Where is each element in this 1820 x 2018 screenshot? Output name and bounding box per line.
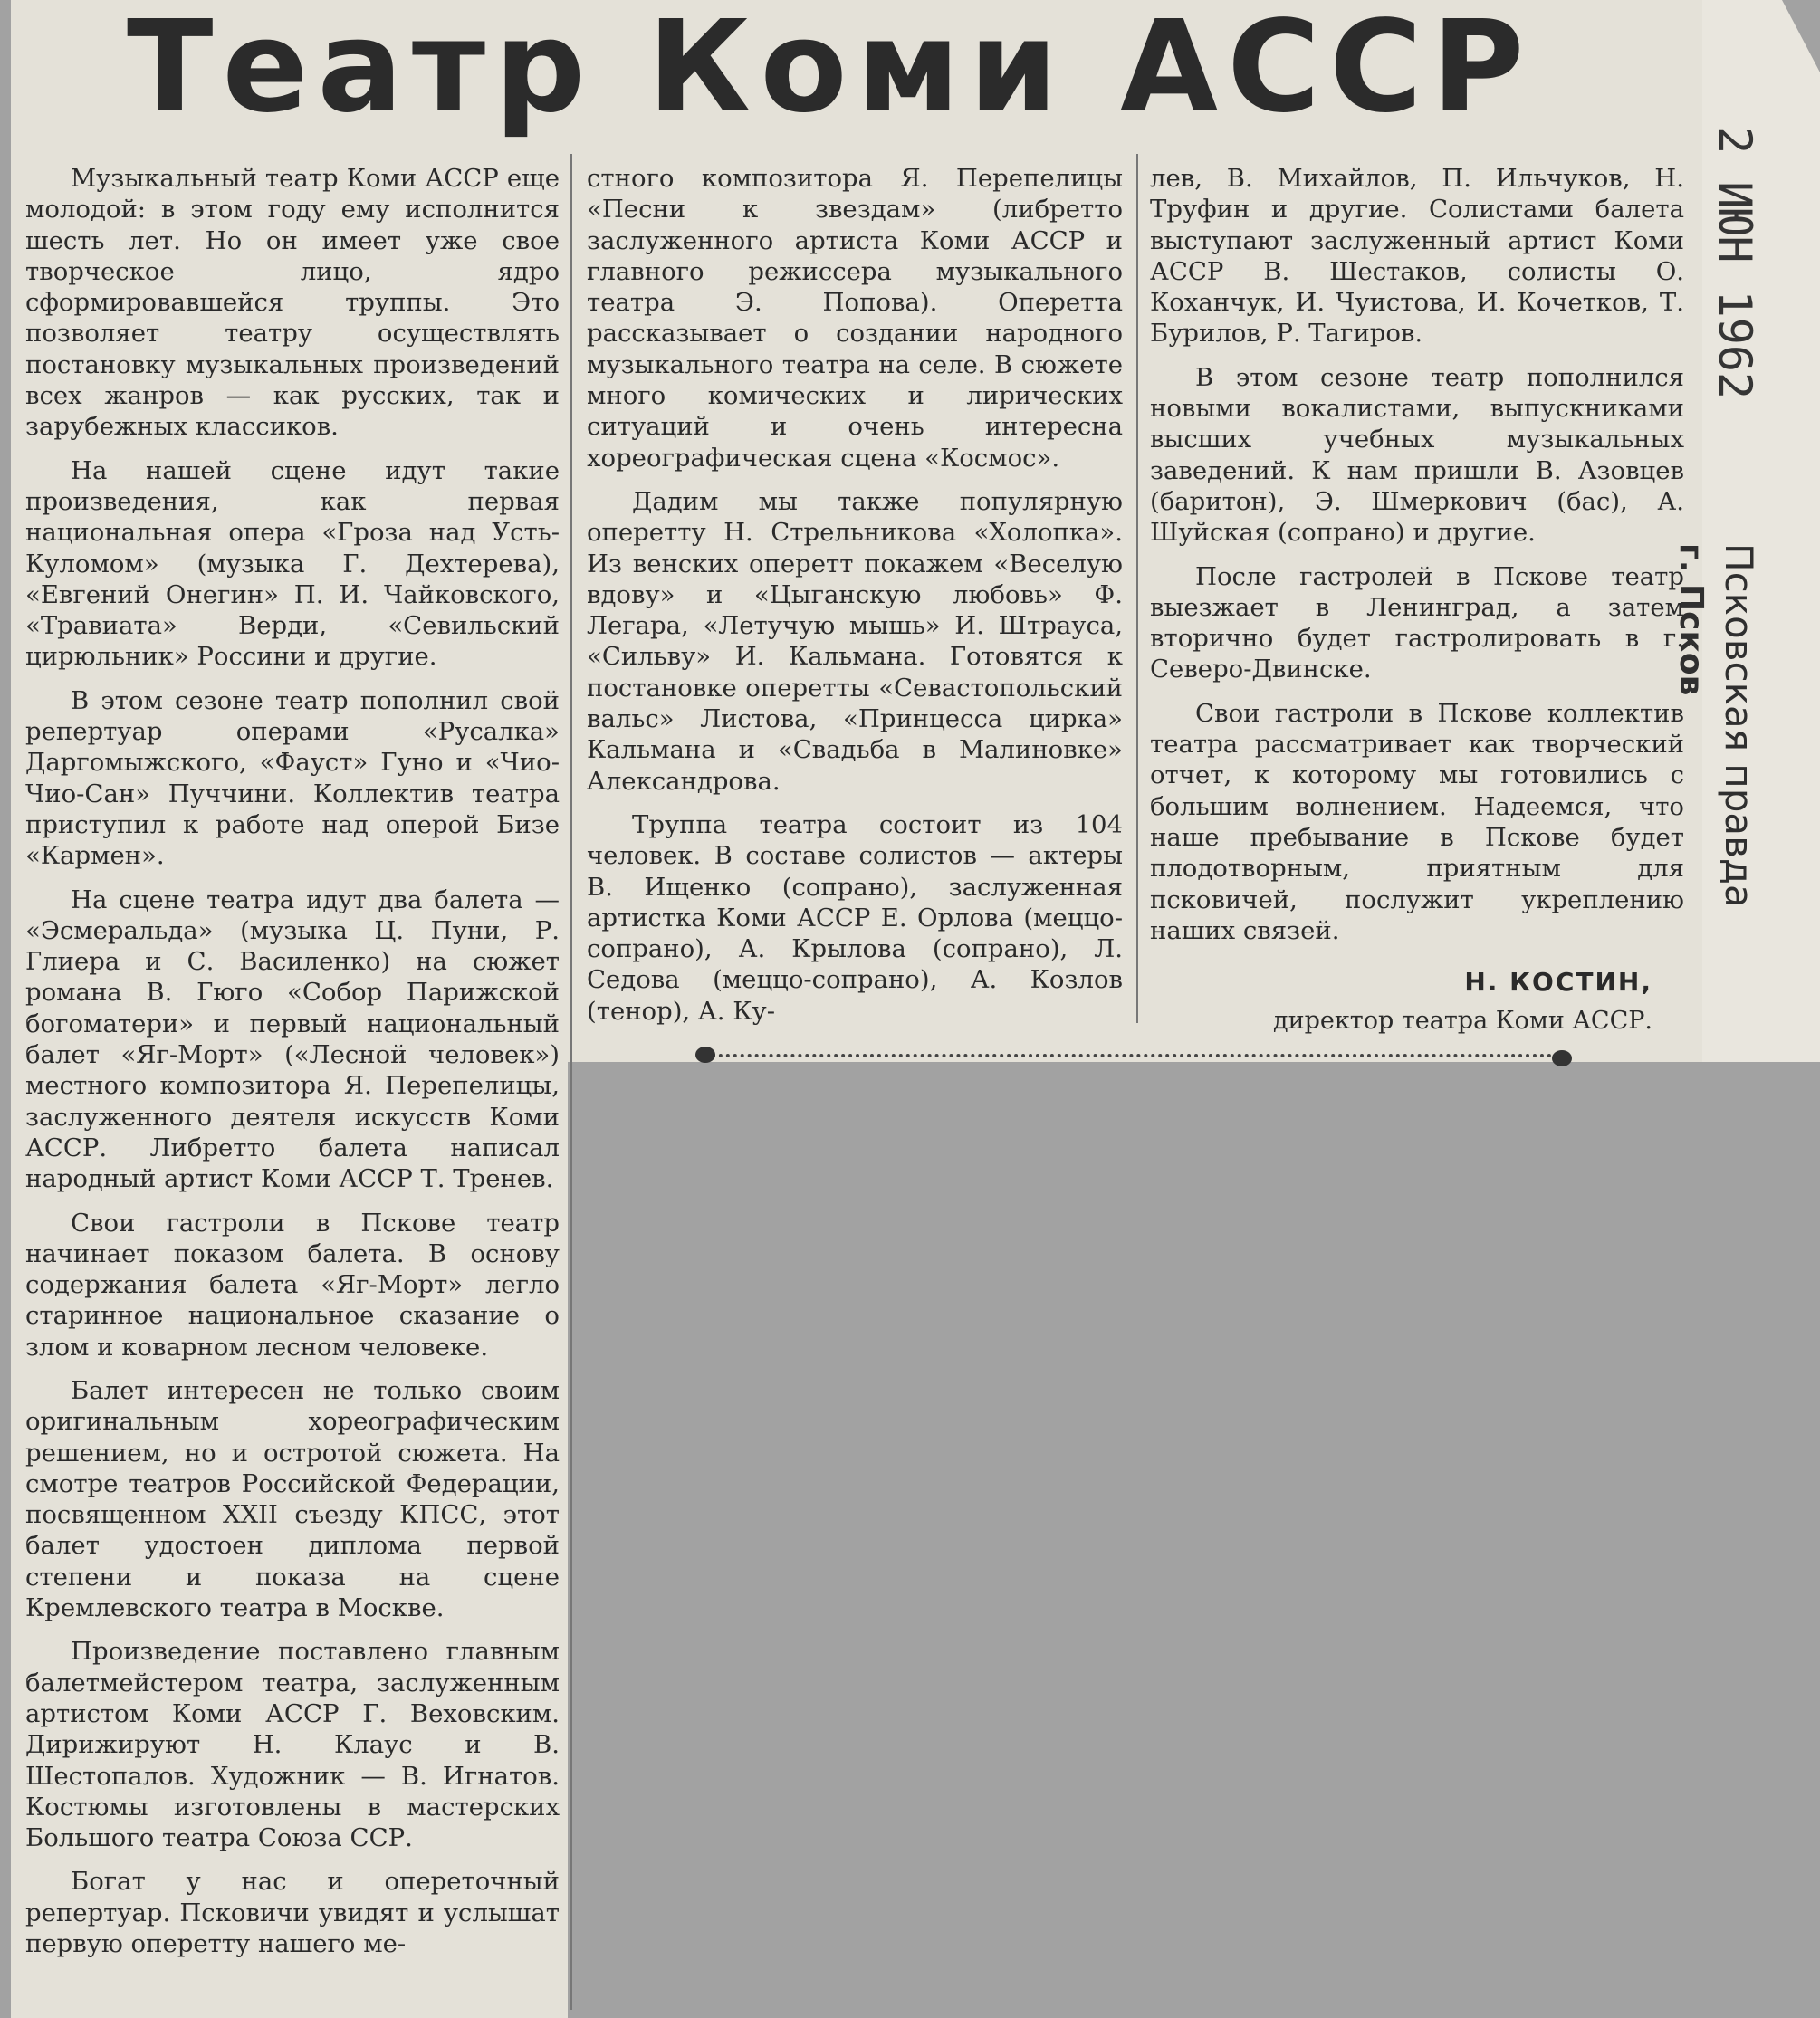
article-column-3 (1150, 163, 1684, 959)
paragraph: После гастролей в Пскове театр выезжает в Ленинград, а затем вторично будет гастролировать в г. Северо-Двинске. (1150, 561, 1684, 684)
article-column-1 (25, 163, 560, 1972)
article-column-2 (587, 163, 1123, 1039)
signature-role: директор театра Коми АССР. (1273, 1007, 1652, 1035)
date-stamp: 2 ИЮН 1962 (1709, 127, 1761, 400)
article-headline: Театр Коми АССР (127, 0, 1534, 141)
paragraph: лев, В. Михайлов, П. Ильчуков, Н. Труфин и другие. Солистами балета выступают заслуженный артист Коми АССР В. Шестаков, солисты О. Коханчук, И. Чуистова, И. Кочетков, Т. Бурилов, Р. Тагиров. (1150, 164, 1684, 349)
paragraph: стного композитора Я. Перепелицы «Песни к звездам» (либретто заслуженного артиста Коми АССР и главного режиссера музыкального театра Э. Попова). Оперетта рассказывает о создании народного музыкального театра на селе. В сюжете много комических и лирических ситуаций и очень интересна хореографическая сцена «Космос». (587, 164, 1123, 473)
paragraph: В этом сезоне театр пополнил свой репертуар операми «Русалка» Даргомыжского, «Фауст» Гуно и «Чио-Чио-Сан» Пуччини. Коллектив театра приступил к работе над оперой Бизе «Кармен». (25, 685, 560, 871)
paragraph: На сцене театра идут два балета — «Эсмеральда» (музыка Ц. Пуни, Р. Глиера и С. Василенко) на сюжет романа В. Гюго «Собор Парижской богоматери» и первый национальный балет «Яг-Морт» («Лесной человек») местного композитора Я. Перепелицы, заслуженного деятеля искусств Коми АССР. Либретто балета написал народный артист Коми АССР Т. Тренев. (25, 885, 560, 1194)
signature-name: Н. КОСТИН, (1464, 967, 1652, 997)
paragraph: Труппа театра состоит из 104 человек. В составе солистов — актеры В. Ищенко (сопрано), заслуженная артистка Коми АССР Е. Орлова (меццо-сопрано), А. Крылова (сопрано), Л. Седова (меццо-сопрано), А. Козлов (тенор), А. Ку- (587, 809, 1123, 1026)
source-note (1672, 543, 1761, 908)
column-rule (570, 154, 572, 2010)
column-rule (1136, 154, 1138, 1023)
paragraph: В этом сезоне театр пополнился новыми вокалистами, выпускниками высших учебных музыкальных заведений. К нам пришли В. Азовцев (баритон), Э. Шмеркович (бас), А. Шуйская (сопрано) и другие. (1150, 362, 1684, 548)
paragraph: Богат у нас и опереточный репертуар. Псковичи увидят и услышат первую оперетту нашего ме- (25, 1867, 560, 1959)
article-end-rule (697, 1054, 1566, 1057)
ink-dot (695, 1047, 715, 1063)
paragraph: Свои гастроли в Пскове театр начинает показом балета. В основу содержания балета «Яг-Морт» легло старинное национальное сказание о злом и коварном лесном человеке. (25, 1208, 560, 1362)
paragraph: Балет интересен не только своим оригинальным хореографическим решением, но и остротой сюжета. На смотре театров Российской Федерации, посвященном XXII съезду КПСС, этот балет удостоен диплома первой степени и показа на сцене Кремлевского театра в Москве. (25, 1375, 560, 1623)
paragraph: Произведение поставлено главным балетмейстером театра, заслуженным артистом Коми АССР Г. Веховским. Дирижируют Н. Клаус и В. Шестопалов. Художник — В. Игнатов. Костюмы изготовлены в мастерских Большого театра Союза ССР. (25, 1637, 560, 1853)
source-city: г. Псков (1672, 543, 1710, 696)
ink-dot (1552, 1050, 1572, 1066)
paragraph: Музыкальный театр Коми АССР еще молодой: в этом году ему исполнится шесть лет. Но он имеет уже свое творческое лицо, ядро сформировавшейся труппы. Это позволяет театру осуществлять постановку музыкальных произведений всех жанров — как русских, так и зарубежных классиков. (25, 164, 560, 442)
paragraph: Свои гастроли в Пскове коллектив театра рассматривает как творческий отчет, к которому мы готовились с большим волнением. Надеемся, что наше пребывание в Пскове будет плодотворным, приятным для псковичей, послужит укреплению наших связей. (1150, 698, 1684, 945)
source-name: Псковская правда (1717, 543, 1761, 908)
paragraph: Дадим мы также популярную оперетту Н. Стрельникова «Холопка». Из венских оперетт покажем «Веселую вдову» и «Цыганскую любовь» Ф. Легара, «Летучую мышь» И. Штрауса, «Сильву» И. Кальмана. Готовятся к постановке оперетты «Севастопольский вальс» Листова, «Принцесса цирка» Кальмана и «Свадьба в Малиновке» Александрова. (587, 486, 1123, 796)
paragraph: На нашей сцене идут такие произведения, как первая национальная опера «Гроза над Усть-Куломом» (музыка Г. Дехтерева), «Евгений Онегин» П. И. Чайковского, «Травиата» Верди, «Севильский цирюльник» Россини и другие. (25, 455, 560, 672)
